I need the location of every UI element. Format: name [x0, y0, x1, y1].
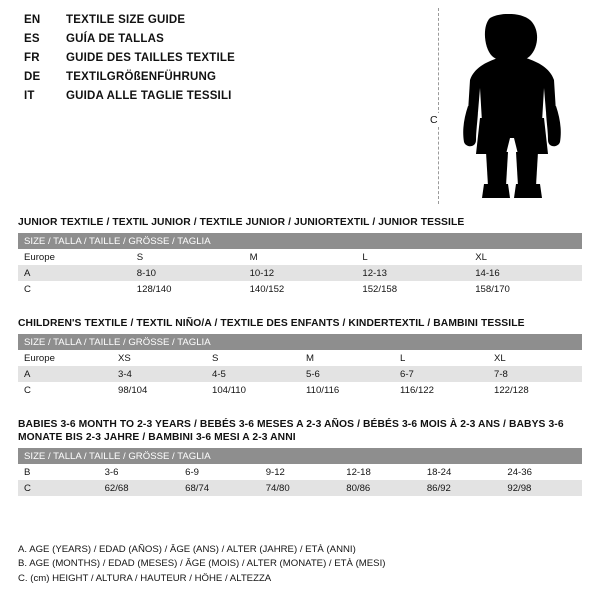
- height-measure-line: [438, 8, 439, 204]
- cell: 110/116: [300, 382, 394, 398]
- cell: 6-7: [394, 366, 488, 382]
- cell: L: [394, 350, 488, 366]
- cell: 122/128: [488, 382, 582, 398]
- table-row: [18, 281, 582, 297]
- cell: 128/140: [131, 281, 244, 297]
- children-size-table: [18, 334, 582, 398]
- size-header-label: SIZE / TALLA / TAILLE / GRÖSSE / TAGLIA: [18, 233, 582, 249]
- language-code: DE: [24, 71, 41, 83]
- babies-size-table: [18, 448, 582, 496]
- row-label: B: [18, 464, 99, 480]
- cell: 9-12: [260, 464, 341, 480]
- measurement-figure: [422, 8, 582, 208]
- cell: 7-8: [488, 366, 582, 382]
- language-row: [24, 90, 444, 109]
- language-title: GUIDA ALLE TAGLIE TESSILI: [66, 90, 232, 102]
- row-label: C: [18, 480, 99, 496]
- language-title: GUIDE DES TAILLES TEXTILE: [66, 52, 235, 64]
- language-title: GUÍA DE TALLAS: [66, 33, 164, 45]
- table-row: [18, 366, 582, 382]
- cell: 12-13: [356, 265, 469, 281]
- legend-block: [18, 543, 582, 587]
- cell: S: [206, 350, 300, 366]
- table-row: [18, 464, 582, 480]
- language-title-block: [24, 14, 444, 109]
- cell: XS: [112, 350, 206, 366]
- cell: 8-10: [131, 265, 244, 281]
- row-label: C: [18, 382, 112, 398]
- cell: 24-36: [501, 464, 582, 480]
- cell: 68/74: [179, 480, 260, 496]
- table-row: [18, 350, 582, 366]
- cell: 5-6: [300, 366, 394, 382]
- cell: 12-18: [340, 464, 421, 480]
- cell: 14-16: [469, 265, 582, 281]
- language-code: FR: [24, 52, 40, 64]
- cell: M: [300, 350, 394, 366]
- language-row: [24, 14, 444, 33]
- cell: 98/104: [112, 382, 206, 398]
- language-row: [24, 52, 444, 71]
- row-label: Europe: [18, 249, 131, 265]
- language-code: EN: [24, 14, 41, 26]
- row-label: C: [18, 281, 131, 297]
- cell: 74/80: [260, 480, 341, 496]
- language-row: [24, 33, 444, 52]
- cell: 62/68: [99, 480, 180, 496]
- size-header-label: SIZE / TALLA / TAILLE / GRÖSSE / TAGLIA: [18, 448, 582, 464]
- cell: 92/98: [501, 480, 582, 496]
- cell: XL: [469, 249, 582, 265]
- cell: 18-24: [421, 464, 502, 480]
- cell: M: [244, 249, 357, 265]
- legend-line-b: B. AGE (MONTHS) / EDAD (MESES) / ÂGE (MOIS) / ALTER (MONATE) / ETÀ (MESI): [18, 558, 386, 569]
- cell: 4-5: [206, 366, 300, 382]
- language-title: TEXTILE SIZE GUIDE: [66, 14, 186, 26]
- cell: 86/92: [421, 480, 502, 496]
- table-row: [18, 480, 582, 496]
- cell: 80/86: [340, 480, 421, 496]
- cell: 3-6: [99, 464, 180, 480]
- table-header-row: [18, 233, 582, 249]
- cell: 104/110: [206, 382, 300, 398]
- legend-line-c: C. (cm) HEIGHT / ALTURA / HAUTEUR / HÖHE / ALTEZZA: [18, 572, 272, 584]
- cell: 3-4: [112, 366, 206, 382]
- toddler-silhouette-icon: [452, 14, 570, 204]
- cell: 158/170: [469, 281, 582, 297]
- cell: 152/158: [356, 281, 469, 297]
- language-row: [24, 71, 444, 90]
- cell: S: [131, 249, 244, 265]
- language-title: TEXTILGRÖßENFÜHRUNG: [66, 71, 217, 83]
- row-label: A: [18, 265, 131, 281]
- measure-c-label: C: [430, 114, 438, 126]
- cell: 140/152: [244, 281, 357, 297]
- row-label: Europe: [18, 350, 112, 366]
- section-junior: [18, 216, 582, 297]
- cell: XL: [488, 350, 582, 366]
- language-code: ES: [24, 33, 40, 45]
- cell: 116/122: [394, 382, 488, 398]
- cell: 10-12: [244, 265, 357, 281]
- section-title: JUNIOR TEXTILE / TEXTIL JUNIOR / TEXTILE JUNIOR / JUNIORTEXTIL / JUNIOR TESSILE: [18, 217, 465, 228]
- section-title: CHILDREN'S TEXTILE / TEXTIL NIÑO/A / TEXTILE DES ENFANTS / KINDERTEXTIL / BAMBINI TESSILE: [18, 318, 525, 329]
- junior-size-table: [18, 233, 582, 297]
- section-children: [18, 317, 582, 398]
- table-row: [18, 265, 582, 281]
- language-code: IT: [24, 90, 35, 102]
- table-row: [18, 249, 582, 265]
- section-babies: [18, 418, 582, 496]
- size-header-label: SIZE / TALLA / TAILLE / GRÖSSE / TAGLIA: [18, 334, 582, 350]
- legend-line-a: A. AGE (YEARS) / EDAD (AÑOS) / ÂGE (ANS) / ALTER (JAHRE) / ETÀ (ANNI): [18, 543, 356, 555]
- table-row: [18, 382, 582, 398]
- section-title: BABIES 3-6 MONTH TO 2-3 YEARS / BEBÉS 3-6 MESES A 2-3 AÑOS / BÉBÉS 3-6 MOIS À 2-3 ANS / BABYS 3-6 MONATE BIS 2-3 JAHRE / BAMBINI 3-6 MESI A 2-3 ANNI: [18, 419, 564, 443]
- table-header-row: [18, 448, 582, 464]
- table-header-row: [18, 334, 582, 350]
- cell: L: [356, 249, 469, 265]
- cell: 6-9: [179, 464, 260, 480]
- row-label: A: [18, 366, 112, 382]
